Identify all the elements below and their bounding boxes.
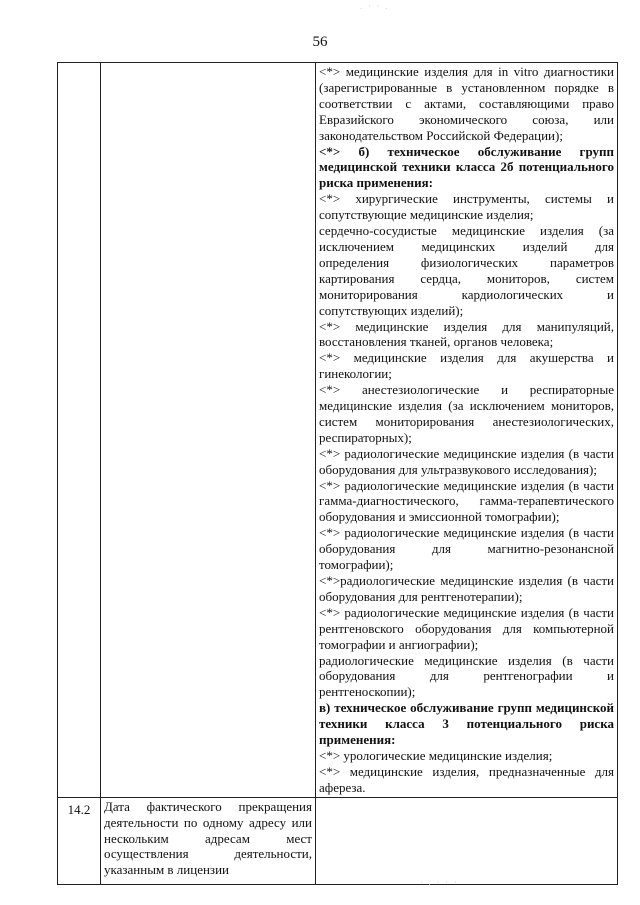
row-number-cell [58,63,101,798]
row-number-cell: 14.2 [58,797,101,884]
list-item: радиологические медицинские изделия (в части оборудования для рентгенографии и рентгеноскопии); [319,652,614,700]
list-item: <*> радиологические медицинские изделия (в части рентгеновского оборудования для компьютерной томографии и ангиографии); [319,604,614,652]
list-item: <*> медицинские изделия для манипуляций, восстановления тканей, органов человека; [319,318,614,350]
list-item: <*> радиологические медицинские изделия (в части оборудования для ультразвукового исследования); [319,445,614,477]
scan-artifact: . · · . [360,2,390,11]
scan-artifact: · . · · · [420,878,459,887]
list-item: <*> хирургические инструменты, системы и сопутствующие медицинские изделия; [319,191,614,223]
table-row [58,63,618,798]
row-label-cell: Дата фактического прекращения деятельности по одному адресу или нескольким адресам мест осуществления деятельности, указанным в лицензии [101,797,316,884]
row-content-cell [316,63,618,798]
table-row [58,797,618,884]
list-item: <*> урологические медицинские изделия; [319,747,553,763]
list-item: <*> медицинские изделия для in vitro диагностики (зарегистрированные в установленном порядке в соответствии с актами, составляющими право Евразийского экономического союза, или законодательством Российской Федерации); [319,64,614,143]
list-item: <*> анестезиологические и респираторные медицинские изделия (за исключением мониторов, систем мониторирования анестезиологических, респираторных); [319,382,614,445]
list-item: <*> радиологические медицинские изделия (в части гамма-диагностического, гамма-терапевтического оборудования и эмиссионной томографии); [319,477,614,525]
page-number: 56 [312,34,328,50]
list-item: <*> радиологические медицинские изделия (в части оборудования для магнитно-резонансной томографии); [319,525,614,573]
section-heading-b: <*> б) техническое обслуживание групп медицинской техники класса 2б потенциального риска применения: [319,143,614,191]
row-content-cell [316,797,618,884]
list-item: сердечно-сосудистые медицинские изделия (за исключением медицинских изделий для определения физиологических параметров картирования сердца, мониторов, систем мониторирования кардиологических и сопутствующих изделий); [319,223,614,318]
list-item: <*> медицинские изделия, предназначенные для афереза. [319,763,614,795]
list-item: <*>радиологические медицинские изделия (в части оборудования для рентгенотерапии); [319,573,614,604]
list-item: <*> медицинские изделия для акушерства и гинекологии; [319,350,614,382]
license-table [57,62,618,885]
section-heading-v: в) техническое обслуживание групп медицинской техники класса 3 потенциального риска применения: [319,700,614,748]
row-label-cell [101,63,316,798]
